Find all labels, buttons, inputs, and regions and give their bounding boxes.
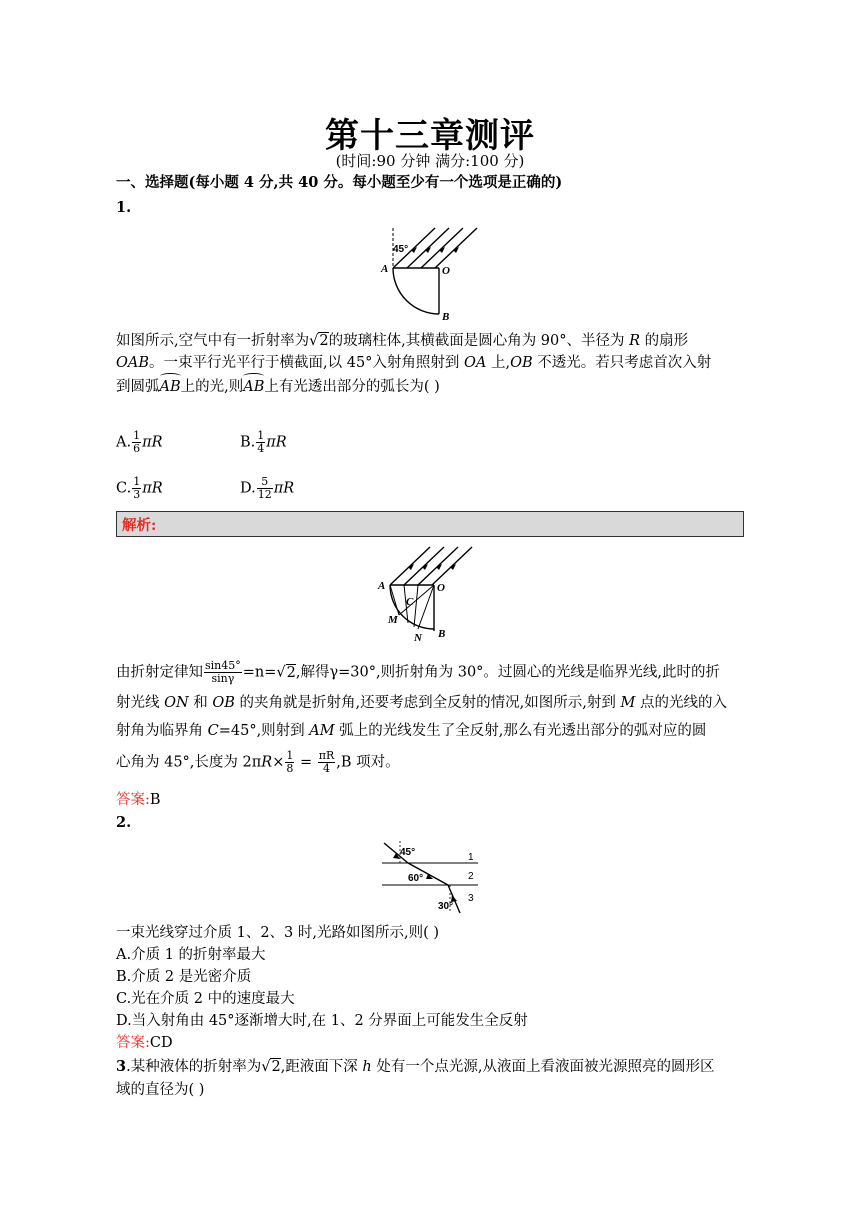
solution-figure (372, 543, 487, 643)
svg-text:M: M (388, 614, 398, 626)
svg-text:N: N (414, 632, 422, 643)
svg-text:A: A (378, 580, 386, 592)
question-2-option-c: C.光在介质 2 中的速度最大 (116, 991, 295, 1007)
point-B-label: B (442, 311, 450, 322)
question-2-stem: 一束光线穿过介质 1、2、3 时,光路如图所示,则( ) (116, 925, 440, 941)
question-1-number: 1. (116, 199, 132, 216)
question-1-answer: 答案:B (116, 792, 161, 808)
section-heading: 一、选择题(每小题 4 分,共 40 分。每小题至少有一个选项是正确的) (116, 174, 563, 191)
svg-text:O: O (437, 582, 445, 594)
question-3-stem-line-1: 3.某种液体的折射率为√2,距液面下深 h 处有一个点光源,从液面上看液面被光源照亮的圆形区 (116, 1058, 715, 1075)
question-1-option-d: D. $\frac{5}{12}$ πR (240, 475, 295, 501)
question-2-answer: 答案:CD (116, 1035, 173, 1051)
svg-text:B: B (438, 628, 446, 640)
question-1-option-c: C. $\frac{1}{3}$ πR (116, 475, 163, 501)
arc-AB (393, 268, 439, 314)
point-A-label: A (381, 263, 389, 275)
angle-label: 45° (393, 244, 409, 255)
question-2-figure (378, 833, 488, 915)
question-1-stem-line-2: OAB。一束平行光平行于横截面,以 45°入射角照射到 OA 上,OB 不透光。若只考虑首次入射 (116, 355, 712, 371)
question-2-option-d: D.当入射角由 45°逐渐增大时,在 1、2 分界面上可能发生全反射 (116, 1013, 528, 1029)
point-O-label: O (442, 265, 450, 277)
svg-text:60°: 60° (408, 873, 424, 884)
question-1-option-a: A. $\frac{1}{6}$ πR (116, 429, 163, 455)
question-1-option-b: B. $\frac{1}{4}$ πR (240, 429, 287, 455)
solution-line-2: 射光线 ON 和 OB 的夹角就是折射角,还要考虑到全反射的情况,如图所示,射到 M 点的光线的入 (116, 695, 727, 711)
svg-text:2: 2 (468, 871, 474, 882)
question-2-option-a: A.介质 1 的折射率最大 (116, 947, 266, 963)
exam-info: (时间:90 分钟 满分:100 分) (335, 152, 525, 170)
svg-text:1: 1 (468, 852, 474, 863)
question-1-figure (375, 222, 485, 322)
solution-line-1: 由折射定律知 $\frac{\sin 45^\circ}{\sin\gamma}$ =n=√2,解得γ=30°,则折射角为 30°。过圆心的光线是临界光线,此时的折 (116, 659, 721, 685)
svg-text:45°: 45° (400, 847, 416, 858)
question-1-stem-line-1: 如图所示,空气中有一折射率为√2的玻璃柱体,其横截面是圆心角为 90°、半径为 R 的扇形 (116, 333, 689, 349)
svg-text:C: C (406, 596, 414, 608)
arc-symbol: AB (243, 376, 264, 398)
question-2-number: 2. (116, 814, 132, 831)
page-title: 第十三章测评 (325, 116, 535, 156)
solution-line-4: 心角为 45°,长度为 2πR× $\frac{1}{8}$ = $\frac{\pi R}{4}$ ,B 项对。 (116, 749, 400, 775)
svg-text:3: 3 (468, 893, 474, 904)
question-1-stem-line-3: 到圆弧AB上的光,则AB上有光透出部分的弧长为( ) (116, 376, 746, 398)
solution-line-3: 射角为临界角 C=45°,则射到 AM 弧上的光线发生了全反射,那么有光透出部分的弧对应的圆 (116, 723, 707, 739)
svg-text:30°: 30° (438, 901, 454, 912)
question-2-option-b: B.介质 2 是光密介质 (116, 969, 252, 985)
solution-header: 解析: (116, 511, 744, 537)
question-3-stem-line-2: 域的直径为( ) (116, 1082, 205, 1098)
